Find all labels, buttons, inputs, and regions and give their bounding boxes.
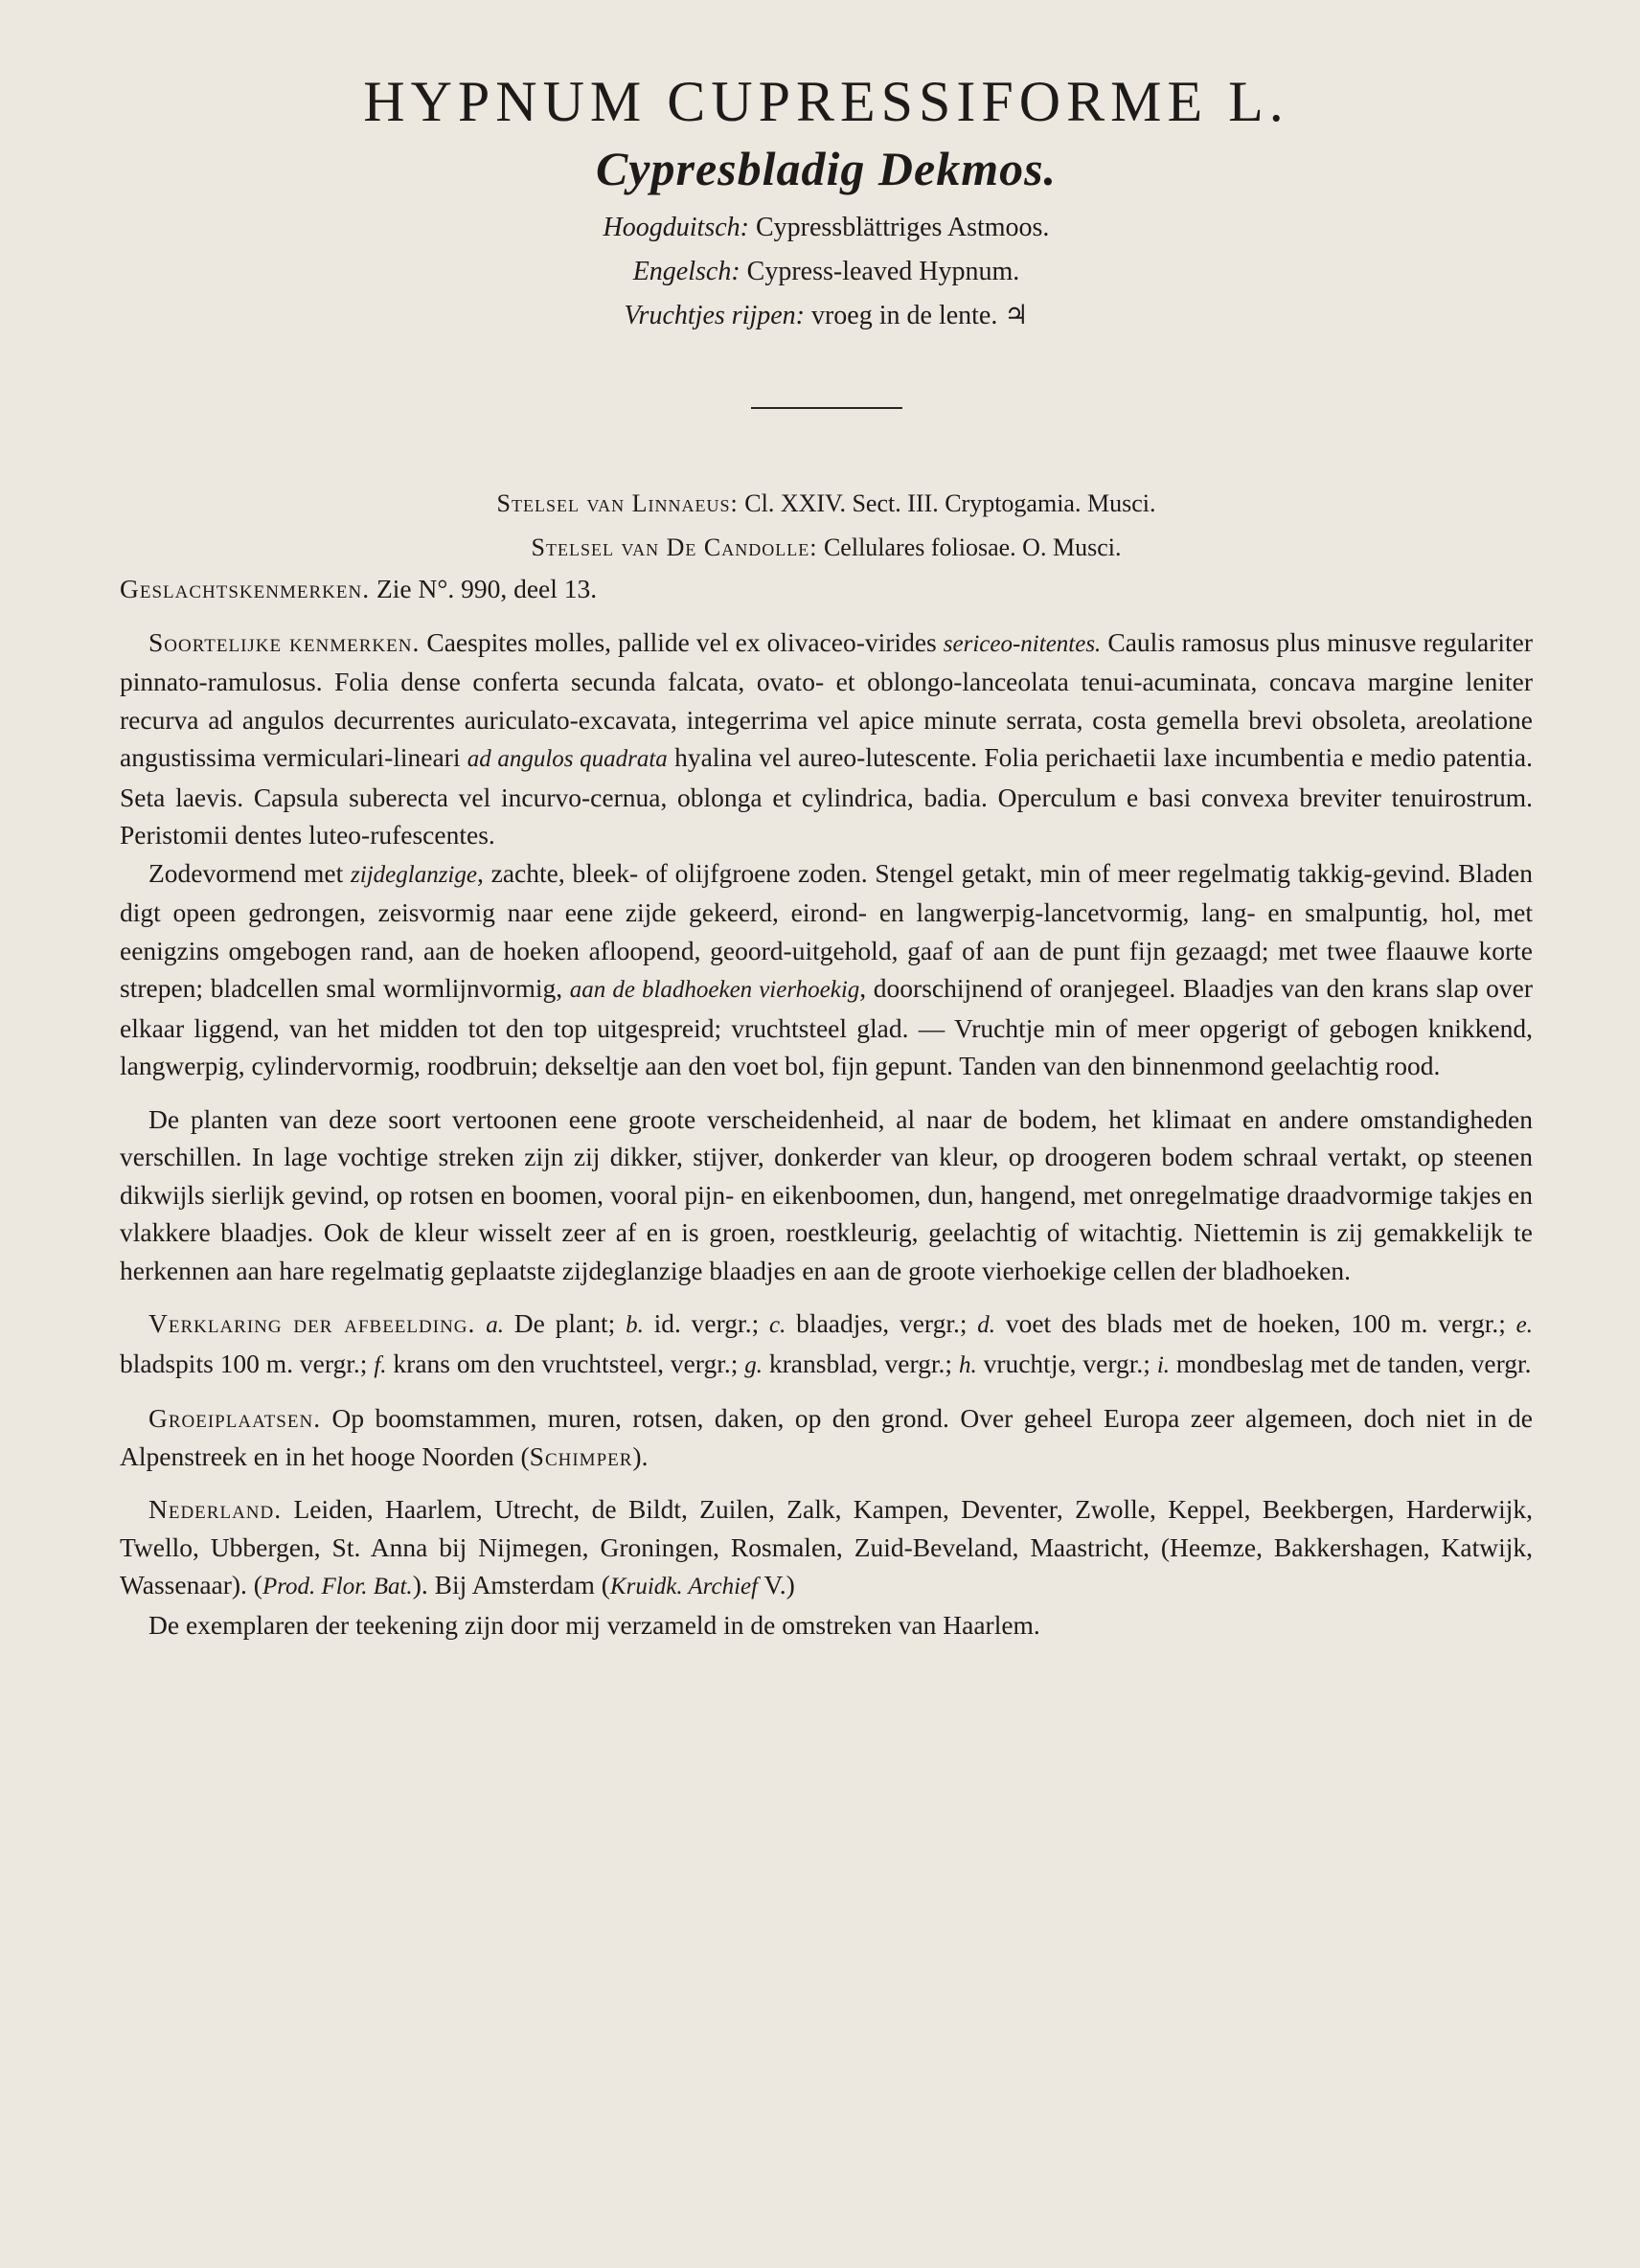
soort-paragraph: Soortelijke kenmerken. Caespites molles, pallide vel ex olivaceo-virides sericeo-nitentes. Caulis ramosus plus minusve regulariter pinnato-ramulosus. Folia dense conferta secunda falcata, ovato- et oblongo-lanceolata tenui-acuminata, concava margine leniter recurva ad angulos decurrentes auriculato-excavata, integerrima vel apice minute serrata, costa gemella brevi obsoleta, areolatione angustissima vermiculari-lineari ad angulos quadrata hyalina vel aureo-lutescente. Folia perichaetii laxe incumbentia e medio patentia. Seta laevis. Capsula suberecta vel incurvo-cernua, oblonga et cylindrica, badia. Operculum e basi convexa breviter tenuirostrum. Peristomii dentes luteo-rufescentes. bbox=[120, 626, 1534, 850]
exemplaren-paragraph: De exemplaren der teekening zijn door mij verzameld in de omstreken van Haarlem. bbox=[148, 1609, 1040, 1640]
planten-paragraph: De planten van deze soort vertoonen eene groote verscheidenheid, al naar de bodem, het klimaat en andere omstandigheden verschillen. In lage vochtige streken zijn zij dikker, stijver, donkerder van kleur, op droogeren bodem schraal vertakt, op steenen dikwijls sierlijk gevind, op rotsen en boomen, vooral pijn- en eikenboomen, dun, hangend, met onregelmatige draadvormige takjes en vlakkere blaadjes. Ook de kleur wisselt zeer af en is groen, roestkleurig, geelachtig of witachtig. Niettemin is zij gemakkelijk te herkennen aan hare regelmatig geplaatste zijdeglanzige blaadjes en aan de groote vierhoekige cellen der bladhoeken. bbox=[120, 1103, 1533, 1285]
stelsel-candolle: Stelsel van De Candolle: Cellulares foliosae. O. Musci. bbox=[531, 533, 1122, 561]
common-names bbox=[120, 206, 1533, 338]
divider-rule bbox=[751, 407, 902, 409]
species-title: HYPNUM CUPRESSIFORME L. bbox=[363, 70, 1289, 133]
verklaring-paragraph: Verklaring der afbeelding. a. De plant; b. id. vergr.; c. blaadjes, vergr.; d. voet des blads met de hoeken, 100 m. vergr.; e. bladspits 100 m. vergr.; f. krans om den vruchtsteel, vergr.; g. kransblad, vergr.; h. vruchtje, vergr.; i. mondbeslag met de tanden, vergr. bbox=[120, 1308, 1534, 1378]
name-german: Hoogduitsch: Cypressblättriges Astmoos. bbox=[603, 213, 1050, 242]
zode-paragraph: Zodevormend met zijdeglanzige, zachte, bleek- of olijfgroene zoden. Stengel getakt, min of meer regelmatig takkig-gevind. Bladen digt opeen gedrongen, zeisvormig naar eene zijde gekeerd, eirond- en langwerpig-lancetvormig, lang- en smalpuntig, hol, met eenigzins omgebogen rand, aan de hoeken afloopend, geoord-uitgehold, gaaf of aan de punt fijn gezaagd; met twee flaauwe korte strepen; bladcellen smal wormlijnvormig, aan de bladhoeken vierhoekig, doorschijnend of oranjegeel. Blaadjes van den krans slap over elkaar liggend, van het midden tot den top uitgespreid; vruchtsteel glad. — Vruchtje min of meer opgerigt of gebogen knikkend, langwerpig, cylindervormig, roodbruin; dekseltje aan den voet bol, fijn gepunt. Tanden van den binnenmond geelachtig rood. bbox=[120, 857, 1533, 1080]
classification bbox=[120, 482, 1533, 570]
dutch-name: Cypresbladig Dekmos. bbox=[595, 142, 1058, 195]
name-ripening: Vruchtjes rijpen: vroeg in de lente. ♃ bbox=[624, 301, 1029, 330]
groei-paragraph: Groeiplaatsen. Op boomstammen, muren, rotsen, daken, op den grond. Over geheel Europa zeer algemeen, doch niet in de Alpenstreek en in het hooge Noorden (Schimper). bbox=[120, 1403, 1533, 1471]
nederland-paragraph: Nederland. Leiden, Haarlem, Utrecht, de Bildt, Zuilen, Zalk, Kampen, Deventer, Zwolle, Keppel, Beekbergen, Harderwijk, Twello, Ubbergen, St. Anna bij Nijmegen, Groningen, Rosmalen, Zuid-Beveland, Maastricht, (Heemze, Bakkershagen, Katwijk, Wassenaar). (Prod. Flor. Bat.). Bij Amsterdam (Kruidk. Archief V.) bbox=[120, 1494, 1534, 1599]
stelsel-linnaeus: Stelsel van Linnaeus: Cl. XXIV. Sect. III. Cryptogamia. Musci. bbox=[496, 489, 1156, 517]
geslacht-paragraph: Geslachtskenmerken. Zie N°. 990, deel 13. bbox=[120, 574, 598, 603]
name-english: Engelsch: Cypress-leaved Hypnum. bbox=[632, 257, 1020, 286]
